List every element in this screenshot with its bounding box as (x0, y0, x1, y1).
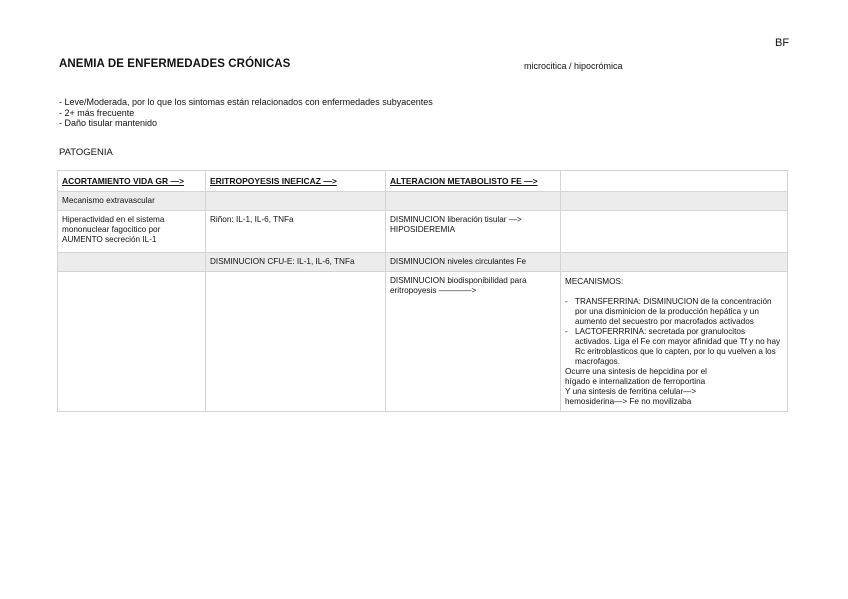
header-cell (561, 171, 788, 192)
table-cell (561, 253, 788, 272)
table-cell (58, 272, 206, 412)
mechanism-note: hígado e internalization de ferroportina (565, 377, 706, 386)
document-subtitle: microcitica / hipocrómica (524, 61, 623, 71)
table-header-row (58, 171, 788, 192)
table-cell: DISMINUCION CFU-E: IL-1, IL-6, TNFa (206, 253, 386, 272)
section-label: PATOGENIA (59, 147, 113, 158)
table-cell: Riñon: IL-1, IL-6, TNFa (206, 211, 386, 253)
table-row (58, 272, 788, 412)
table-cell (206, 192, 386, 211)
pathogenesis-table (57, 170, 788, 412)
table-cell (561, 192, 788, 211)
table-row (58, 253, 788, 272)
mechanism-note: Y una sintesis de ferritina celular—> (565, 387, 697, 396)
mechanisms-title: MECANISMOS: (565, 277, 624, 286)
table-cell: DISMINUCION niveles circulantes Fe (386, 253, 561, 272)
table-cell: Hiperactividad en el sistema mononuclear fagocitico por AUMENTO secreción IL-1 (58, 211, 206, 253)
header-cell: ERITROPOYESIS INEFICAZ —> (206, 171, 386, 192)
header-cell: ALTERACION METABOLISTO FE —> (386, 171, 561, 192)
bullet-item: - Daño tisular mantenido (59, 118, 158, 128)
corner-label: BF (775, 37, 790, 49)
mechanism-text: TRANSFERRINA: DISMINUCION de la concentración por una disminicion de la producción hepática y un aumento del secuestro por macrofados activados (575, 297, 772, 326)
bullet-item: - Leve/Moderada, por lo que los sintomas están relacionados con enfermedades subyacentes (59, 97, 433, 107)
table-cell: DISMINUCION liberación tisular —> HIPOSIDEREMIA (386, 211, 561, 253)
mechanism-item (565, 327, 783, 367)
table-cell: Mecanismo extravascular (58, 192, 206, 211)
mechanism-note: hemosiderina—> Fe no movilizaba (565, 397, 692, 406)
table-cell (386, 192, 561, 211)
mechanisms-cell (561, 272, 788, 412)
dash-marker: - (565, 297, 568, 306)
table-cell (561, 211, 788, 253)
dash-marker: - (565, 327, 568, 336)
table-cell: DISMINUCION biodisponibilidad para eritropoyesis ————> (386, 272, 561, 412)
table-row (58, 192, 788, 211)
table-cell (206, 272, 386, 412)
table-row (58, 211, 788, 253)
mechanism-text: LACTOFERRRINA: secretada por granulocitos activados. Liga el Fe con mayor afinidad que Tf y no hay Rc eritroblasticos que lo capten, por lo qu vuelven a los macrofagos. (575, 327, 781, 366)
mechanism-item (565, 297, 783, 327)
mechanism-note: Ocurre una sintesis de hepcidina por el (565, 367, 707, 376)
bullet-list (59, 97, 433, 129)
bullet-item: - 2+ más frecuente (59, 107, 135, 118)
header-cell: ACORTAMIENTO VIDA GR —> (58, 171, 206, 192)
document-title: ANEMIA DE ENFERMEDADES CRÓNICAS (59, 58, 291, 70)
table-cell (58, 253, 206, 272)
